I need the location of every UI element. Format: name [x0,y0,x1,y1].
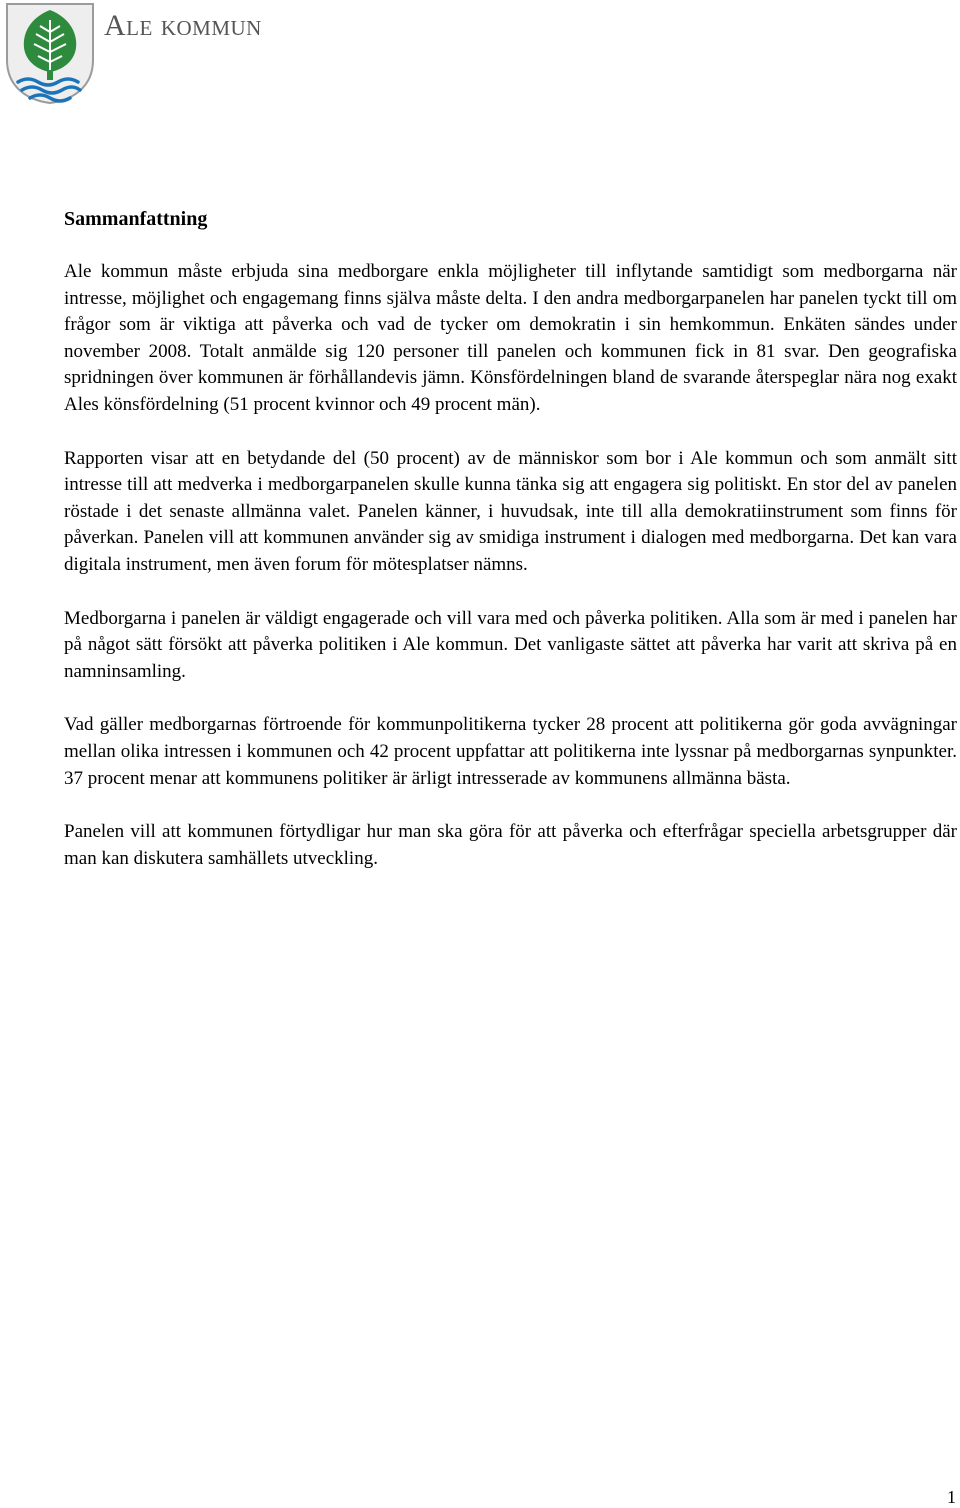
paragraph-intro: Ale kommun måste erbjuda sina medborgare enkla möjligheter till inflytande samtidigt som medborgarna när intresse, möjlighet och engagemang finns själva måste delta. I den andra medborgarpanelen har panelen tyckt till om frågor som är viktiga att påverka och vad de tycker om demokratin i sin hemkommun. Enkäten sändes under november 2008. Totalt anmälde sig 120 personer till panelen och kommunen fick in 81 svar. Den geografiska spridningen över kommunen är förhållandevis jämn. Könsfördelningen bland de svarande återspeglar nära nog exakt Ales könsfördelning (51 procent kvinnor och 49 procent män). [64,261,957,415]
paragraph-report-findings: Rapporten visar att en betydande del (50 procent) av de människor som bor i Ale kommun och som anmält sitt intresse till att medverka i medborgarpanelen skulle kunna tänka sig att engagera sig politiskt. En stor del av panelen röstade i det senaste allmänna valet. Panelen känner, i huvudsak, inte till alla demokratiinstrument som finns för påverkan. Panelen vill att kommunen använder sig av smidiga instrument i dialogen med medborgarna. Det kan vara digitala instrument, men även forum för mötesplatser nämns. [64,447,957,575]
ale-kommun-logo-icon [4,2,96,104]
page-number: 1 [947,1487,956,1507]
paragraph-trust: Vad gäller medborgarnas förtroende för kommunpolitikerna tycker 28 procent att politikerna gör goda avvägningar mellan olika intressen i kommunen och 42 procent uppfattar att politikerna inte lyssnar på medborgarnas synpunkter. 37 procent menar att kommunens politiker är ärligt intresserade av kommunens allmänna bästa. [64,714,957,789]
paragraph-engagement: Medborgarna i panelen är väldigt engagerade och vill vara med och påverka politiken. Alla som är med i panelen har på något sätt försökt att påverka politiken i Ale kommun. Det vanligaste sättet att påverka har varit att skriva på en namninsamling. [64,607,957,682]
municipality-name: Ale kommun [104,9,262,42]
section-heading: Sammanfattning [64,208,208,230]
paragraph-conclusion: Panelen vill att kommunen förtydligar hur man ska göra för att påverka och efterfrågar speciella arbetsgrupper där man kan diskutera samhällets utveckling. [64,821,957,869]
tree-trunk-shape [47,70,53,80]
summary-body [64,259,957,899]
